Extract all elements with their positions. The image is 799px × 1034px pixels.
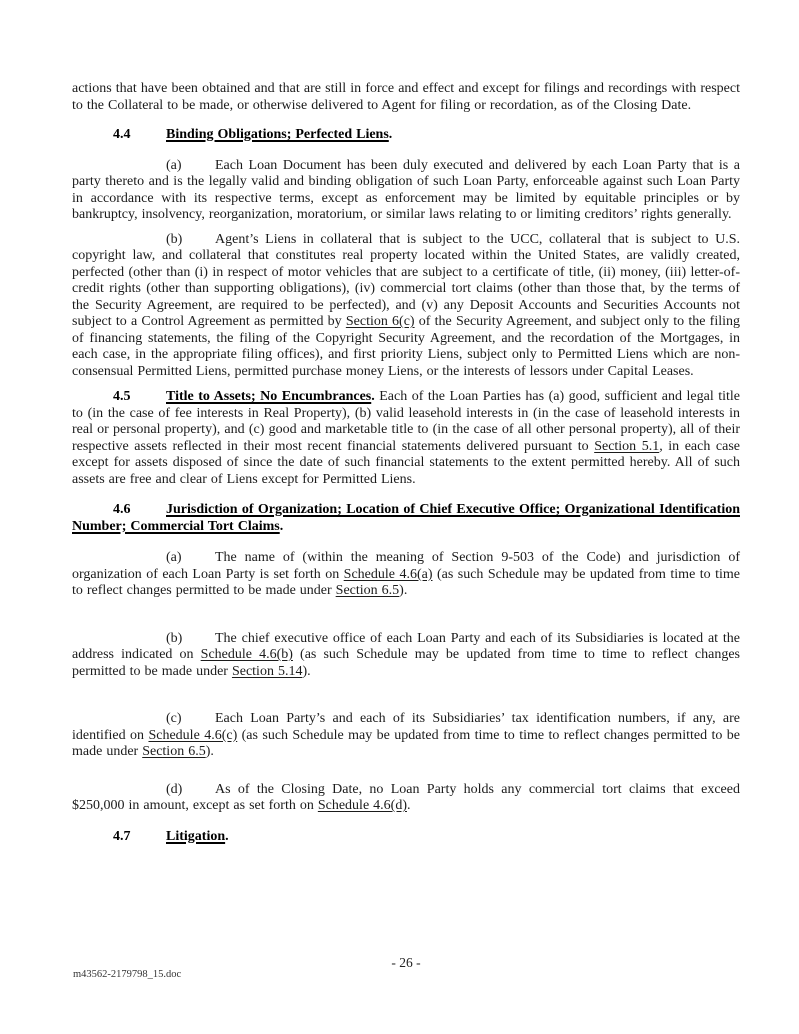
paragraph-4-6-c [72, 711, 740, 761]
paragraph-4-6-a-text-3: ). [399, 583, 408, 598]
section-4-4-number: 4.4 [113, 127, 131, 142]
section-ref-6c: Section 6(c) [345, 314, 415, 329]
paragraph-4-5-text-1: Each of the Loan Parties has (a) good, sufficient and legal title to (in the case of fee interests in Real Property), (b) valid leasehold interests in (in the case of leasehold interests in real or personal property), and (c) good and marketable title to (in the case of all other personal property), all of their respective assets reflected in their most recent financial statements delivered pursuant to [72, 389, 740, 454]
schedule-ref-4-6a: Schedule 4.6(a) [343, 566, 433, 582]
subsection-label-a: (a) [166, 157, 182, 173]
paragraph-4-5-text-2: , in each case except for assets disposed of since the date of such financial statements to the extent permitted hereby. All of such assets are free and clear of Liens except for Permitted Liens. [72, 438, 741, 487]
schedule-ref-4-6c: Schedule 4.6(c) [148, 727, 238, 743]
section-4-4-title: Binding Obligations; Perfected Liens [166, 127, 389, 142]
paragraph-4-4-b-text-2: of the Security Agreement, and subject only to the filing of financing statements, the filing of the Copyright Security Agreement, and the recordation of the Mortgages, in each case, in the appropriate filing offices), and first priority Liens, subject only to Permitted Liens which are non-consensual Permitted Liens, permitted purchase money Liens, or the interests of lessors under Capital Leases. [72, 314, 740, 379]
section-4-6-title: Jurisdiction of Organization; Location of Chief Executive Office; Organizational Identification Number; Commercial Tort Claims [72, 502, 740, 534]
paragraph-4-4-a [72, 158, 740, 224]
section-ref-6-5: Section 6.5 [335, 583, 400, 598]
section-4-7-number: 4.7 [113, 828, 131, 844]
paragraph-4-6-b-text-2: (as such Schedule may be updated from time to time to reflect changes permitted to be made under [72, 647, 740, 679]
section-4-5-title: Title to Assets; No Encumbrances [166, 389, 372, 404]
paragraph-4-4-b-text-1: Agent’s Liens in collateral that is subject to the UCC, collateral that is subject to U.S. copyright law, and collateral that constitutes real property located within the United States, are validly created, perfected (other than (i) in respect of motor vehicles that are subject to a certificate of title, (ii) money, (iii) letter-of-credit rights (other than supporting obligations), (iv) commercial tort claims (other than those that, by the terms of the Security Agreement, are required to be perfected), and (v) any Deposit Accounts and Securities Accounts not subject to a Control Agreement as permitted by [72, 231, 740, 329]
paragraph-4-6-c-text-1: Each Loan Party’s and each of its Subsidiaries’ tax identification numbers, if any, are identified on [72, 711, 740, 743]
section-4-7-period: . [225, 828, 229, 844]
section-4-6-heading [72, 502, 740, 535]
section-ref-5-14: Section 5.14 [231, 663, 303, 679]
schedule-ref-4-6b: Schedule 4.6(b) [200, 647, 293, 662]
paragraph-4-5 [72, 389, 740, 488]
paragraph-4-6-a [72, 550, 740, 600]
document-body [72, 81, 740, 845]
section-4-6-number: 4.6 [113, 502, 131, 517]
section-ref-5-1: Section 5.1 [594, 438, 660, 454]
schedule-ref-4-6d: Schedule 4.6(d) [317, 798, 407, 813]
section-4-5-number: 4.5 [113, 389, 131, 404]
paragraph-4-6-a-text-1: The name of (within the meaning of Section 9-503 of the Code) and jurisdiction of organization of each Loan Party is set forth on [72, 550, 740, 582]
paragraph-4-6-c-text-2: (as such Schedule may be updated from time to time to reflect changes permitted to be made under [72, 727, 740, 759]
paragraph-4-6-a-text-2: (as such Schedule may be updated from time to time to reflect changes permitted to be made under [72, 566, 740, 598]
page-number: - 26 - [391, 955, 421, 970]
paragraph-4-4-b [72, 232, 740, 381]
paragraph-4-6-c-text-3: ). [205, 744, 214, 759]
subsection-label-b: (b) [166, 231, 183, 247]
paragraph-4-6-b-text-3: ). [302, 663, 311, 679]
section-4-4-heading [72, 127, 740, 144]
section-4-7-title: Litigation [166, 828, 226, 844]
subsection-label-d: (d) [166, 781, 183, 797]
subsection-label-a: (a) [166, 550, 182, 565]
section-4-7-heading [72, 829, 740, 846]
section-4-4-period: . [388, 127, 393, 142]
paragraph-4-6-d-text-2: . [407, 798, 411, 813]
paragraph-continuation: actions that have been obtained and that are still in force and effect and except for filings and recordings with respect to the Collateral to be made, or otherwise delivered to Agent for filing or recordation, as of the Closing Date. [72, 81, 740, 113]
section-4-6-period: . [279, 518, 284, 534]
paragraph-4-6-d-text-1: As of the Closing Date, no Loan Party holds any commercial tort claims that exceed $250,000 in amount, except as set forth on [72, 781, 740, 813]
footer-filename: m43562-2179798_15.doc [73, 969, 182, 980]
subsection-label-c: (c) [166, 711, 182, 726]
subsection-label-b: (b) [166, 630, 183, 646]
paragraph-4-4-a-text: Each Loan Document has been duly executed and delivered by each Loan Party that is a party thereto and is the legally valid and binding obligation of such Loan Party, enforceable against such Loan Party in accordance with its respective terms, except as enforcement may be limited by equitable principles or by bankruptcy, insolvency, reorganization, moratorium, or similar laws relating to or limiting creditors’ rights generally. [72, 157, 740, 222]
paragraph-4-6-b [72, 631, 740, 681]
paragraph-4-6-d [72, 782, 740, 815]
section-4-5-period: . [371, 389, 375, 404]
paragraph-4-6-b-text-1: The chief executive office of each Loan Party and each of its Subsidiaries is located at the address indicated on [72, 630, 740, 662]
section-ref-6-5: Section 6.5 [142, 744, 206, 759]
